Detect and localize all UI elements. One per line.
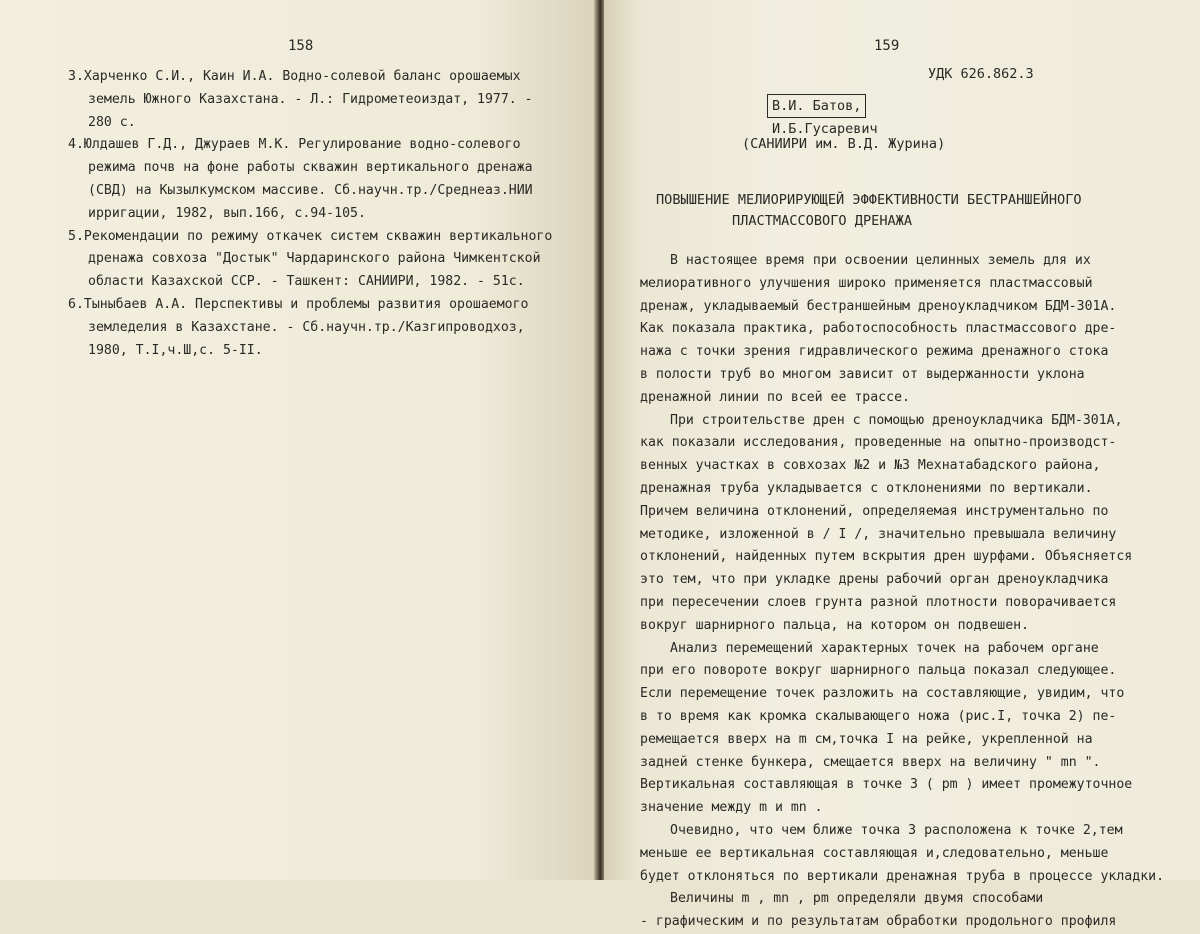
body-line: В настоящее время при освоении целинных земель для их bbox=[670, 253, 1091, 268]
reference-item bbox=[68, 294, 568, 362]
reference-line: области Казахской ССР. - Ташкент: САНИИРИ, 1982. - 51с. bbox=[88, 274, 525, 290]
reference-list bbox=[68, 66, 568, 362]
body-line: задней стенке бункера, смещается вверх на величину " mn ". bbox=[640, 754, 1101, 770]
body-line: Анализ перемещений характерных точек на рабочем органе bbox=[670, 640, 1099, 656]
body-line: Если перемещение точек разложить на составляющие, увидим, что bbox=[640, 686, 1125, 702]
body-line: вокруг шарнирного пальца, на котором он подвешен. bbox=[640, 617, 1030, 633]
reference-line: 1980, Т.I,ч.Ш,с. 5-II. bbox=[88, 342, 263, 358]
body-line: - графическим и по результатам обработки продольного профиля bbox=[640, 914, 1117, 930]
article-title bbox=[656, 190, 1082, 232]
udk-code: УДК 626.862.3 bbox=[928, 66, 1034, 82]
body-line: будет отклоняться по вертикали дренажная труба в процессе укладки. bbox=[640, 868, 1165, 884]
reference-item bbox=[68, 66, 568, 134]
body-line: венных участках в совхозах №2 и №3 Мехнатабадского района, bbox=[640, 458, 1101, 474]
body-line: Вертикальная составляющая в точке 3 ( pm ) имеет промежуточное bbox=[640, 777, 1133, 793]
body-line: меньше ее вертикальная составляющая и,следовательно, меньше bbox=[640, 845, 1109, 861]
reference-line: 6.Тыныбаев А.А. Перспективы и проблемы развития орошаемого bbox=[68, 296, 529, 312]
body-line: отклонений, найденных путем вскрытия дрен шурфами. Объясняется bbox=[640, 549, 1133, 565]
body-line: значение между m и mn . bbox=[640, 800, 823, 816]
reference-line: 280 с. bbox=[88, 114, 136, 130]
reference-line: 3.Харченко С.И., Каин И.А. Водно-солевой баланс орошаемых bbox=[68, 69, 521, 84]
body-line: Причем величина отклонений, определяемая инструментально по bbox=[640, 503, 1109, 519]
reference-item bbox=[68, 226, 568, 294]
body-line: Как показала практика, работоспособность пластмассового дре- bbox=[640, 321, 1117, 337]
body-line: в то время как кромка скалывающего ножа (рис.I, точка 2) пе- bbox=[640, 708, 1117, 724]
body-line: как показали исследования, проведенные на опытно-производст- bbox=[640, 435, 1117, 451]
reference-line: 5.Рекомендации по режиму откачек систем скважин вертикального bbox=[68, 228, 553, 244]
reference-line: 4.Юлдашев Г.Д., Джураев М.К. Регулирование водно-солевого bbox=[68, 137, 521, 153]
body-line: Величины m , mn , pm определяли двумя способами bbox=[670, 891, 1044, 907]
reference-line: ирригации, 1982, вып.166, с.94-105. bbox=[88, 205, 366, 221]
body-line: Очевидно, что чем ближе точка 3 расположена к точке 2,тем bbox=[670, 822, 1123, 838]
reference-line: земледелия в Казахстане. - Сб.научн.тр./Казгипроводхоз, bbox=[88, 319, 525, 335]
left-page-number: 158 bbox=[288, 38, 314, 54]
author-name: В.И. Батов, bbox=[767, 94, 866, 118]
body-line: при пересечении слоев грунта разной плотности поворачивается bbox=[640, 594, 1117, 610]
title-line: ПЛАСТМАССОВОГО ДРЕНАЖА bbox=[732, 213, 913, 229]
body-line: ремещается вверх на m см,точка I на рейке, укрепленной на bbox=[640, 731, 1093, 747]
left-page bbox=[0, 0, 596, 880]
authors-block bbox=[772, 94, 878, 140]
body-line: методике, изложенной в / I /, значительно превышала величину bbox=[640, 526, 1117, 542]
reference-item bbox=[68, 134, 568, 225]
body-line: это тем, что при укладке дрены рабочий орган дреноукладчика bbox=[640, 572, 1109, 588]
right-page-number: 159 bbox=[874, 38, 900, 54]
body-line: дренажная труба укладывается с отклонениями по вертикали. bbox=[640, 480, 1093, 496]
affiliation: (САНИИРИ им. В.Д. Журина) bbox=[742, 136, 946, 152]
body-line: нажа с точки зрения гидравлического режима дренажного стока bbox=[640, 344, 1109, 360]
reference-line: (СВД) на Кызылкумском массиве. Сб.научн.тр./Среднеаз.НИИ bbox=[88, 182, 533, 198]
body-line: дренаж, укладываемый бестраншейным дреноукладчиком БДМ-301А. bbox=[640, 298, 1117, 314]
body-line: в полости труб во многом зависит от выдержанности уклона bbox=[640, 366, 1085, 382]
reference-line: земель Южного Казахстана. - Л.: Гидрометеоиздат, 1977. - bbox=[88, 91, 533, 107]
reference-line: дренажа совхоза "Достык" Чардаринского района Чимкентской bbox=[88, 251, 541, 267]
body-line: мелиоративного улучшения широко применяется пластмассовый bbox=[640, 275, 1093, 291]
author-name: И.Б.Гусаревич bbox=[772, 121, 878, 137]
title-line: ПОВЫШЕНИЕ МЕЛИОРИРУЮЩЕЙ ЭФФЕКТИВНОСТИ БЕСТРАНШЕЙНОГО bbox=[656, 192, 1082, 208]
body-line: дренажной линии по всей ее трассе. bbox=[640, 389, 910, 405]
reference-line: режима почв на фоне работы скважин вертикального дренажа bbox=[88, 160, 533, 176]
article-body bbox=[640, 250, 1165, 934]
body-line: при его повороте вокруг шарнирного пальца показал следующее. bbox=[640, 663, 1117, 679]
body-line: При строительстве дрен с помощью дреноукладчика БДМ-301А, bbox=[670, 412, 1123, 428]
